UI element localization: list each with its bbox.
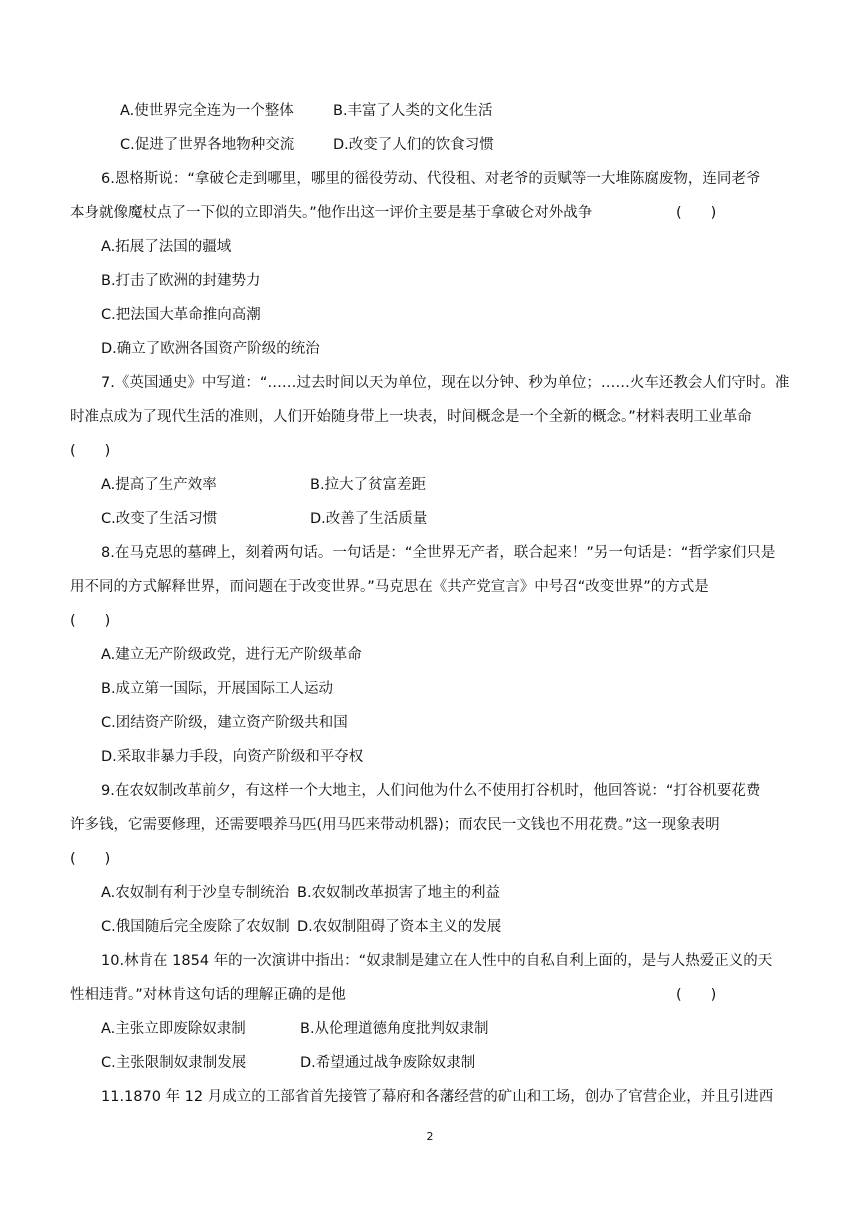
page-number: 2: [426, 1130, 434, 1143]
q7-answer-blank: ( ): [70, 443, 111, 459]
q5-option-a: A.使世界完全连为一个整体: [120, 103, 294, 119]
q5-option-c: C.促进了世界各地物种交流: [120, 137, 295, 153]
q9-answer-blank: ( ): [70, 851, 111, 867]
q7-stem-line2: 时准点成为了现代生活的准则，人们开始随身带上一块表，时间概念是一个全新的概念。”材料表明工业革命: [70, 409, 752, 425]
q8-stem-line2: 用不同的方式解释世界，而问题在于改变世界。”马克思在《共产党宣言》中号召“改变世界”的方式是: [70, 579, 709, 595]
q10-option-c: C.主张限制奴隶制发展: [101, 1055, 247, 1071]
q8-option-d: D.采取非暴力手段，向资产阶级和平夺权: [101, 749, 364, 765]
q10-stem-line1: 10.林肯在 1854 年的一次演讲中指出：“奴隶制是建立在人性中的自私自利上面的，是与人热爱正义的天: [101, 953, 773, 969]
q10-stem-line2: 性相违背。”对林肯这句话的理解正确的是他: [70, 987, 346, 1003]
q8-option-b: B.成立第一国际，开展国际工人运动: [101, 681, 334, 697]
q10-option-a: A.主张立即废除奴隶制: [101, 1021, 246, 1037]
q9-stem-line2: 许多钱，它需要修理，还需要喂养马匹(用马匹来带动机器)；而农民一文钱也不用花费。”这一现象表明: [70, 817, 720, 833]
q9-option-b: B.农奴制改革损害了地主的利益: [297, 885, 501, 901]
q5-option-b: B.丰富了人类的文化生活: [333, 103, 493, 119]
q6-stem-line1: 6.恩格斯说：“拿破仑走到哪里，哪里的徭役劳动、代役租、对老爷的贡赋等一大堆陈腐废物，连同老爷: [101, 171, 761, 187]
q10-answer-blank: ( ): [676, 987, 717, 1003]
q9-option-d: D.农奴制阻碍了资本主义的发展: [297, 919, 502, 935]
q6-stem-line2: 本身就像魔杖点了一下似的立即消失。”他作出这一评价主要是基于拿破仑对外战争: [70, 205, 593, 221]
q9-option-a: A.农奴制有利于沙皇专制统治: [101, 885, 290, 901]
q8-answer-blank: ( ): [70, 613, 111, 629]
q7-option-b: B.拉大了贫富差距: [310, 477, 427, 493]
q9-option-c: C.俄国随后完全废除了农奴制: [101, 919, 290, 935]
q8-option-a: A.建立无产阶级政党，进行无产阶级革命: [101, 647, 362, 663]
q7-option-a: A.提高了生产效率: [101, 477, 217, 493]
q11-stem-line1: 11.1870 年 12 月成立的工部省首先接管了幕府和各藩经营的矿山和工场，创办了官营企业，并且引进西: [101, 1089, 774, 1105]
q8-stem-line1: 8.在马克思的墓碑上，刻着两句话。一句话是：“全世界无产者，联合起来！”另一句话是：“哲学家们只是: [101, 545, 776, 561]
q8-option-c: C.团结资产阶级，建立资产阶级共和国: [101, 715, 348, 731]
q7-option-d: D.改善了生活质量: [310, 511, 428, 527]
q9-stem-line1: 9.在农奴制改革前夕，有这样一个大地主，人们问他为什么不使用打谷机时，他回答说：“打谷机要花费: [101, 783, 761, 799]
q7-option-c: C.改变了生活习惯: [101, 511, 218, 527]
q10-option-b: B.从伦理道德角度批判奴隶制: [300, 1021, 489, 1037]
q6-option-c: C.把法国大革命推向高潮: [101, 307, 261, 323]
q6-answer-blank: ( ): [676, 205, 717, 221]
q6-option-d: D.确立了欧洲各国资产阶级的统治: [101, 341, 320, 357]
q5-option-d: D.改变了人们的饮食习惯: [333, 137, 494, 153]
q10-option-d: D.希望通过战争废除奴隶制: [300, 1055, 476, 1071]
q7-stem-line1: 7.《英国通史》中写道：“……过去时间以天为单位，现在以分钟、秒为单位；……火车还教会人们守时。准: [101, 375, 790, 391]
q6-option-a: A.拓展了法国的疆域: [101, 239, 232, 255]
q6-option-b: B.打击了欧洲的封建势力: [101, 273, 261, 289]
